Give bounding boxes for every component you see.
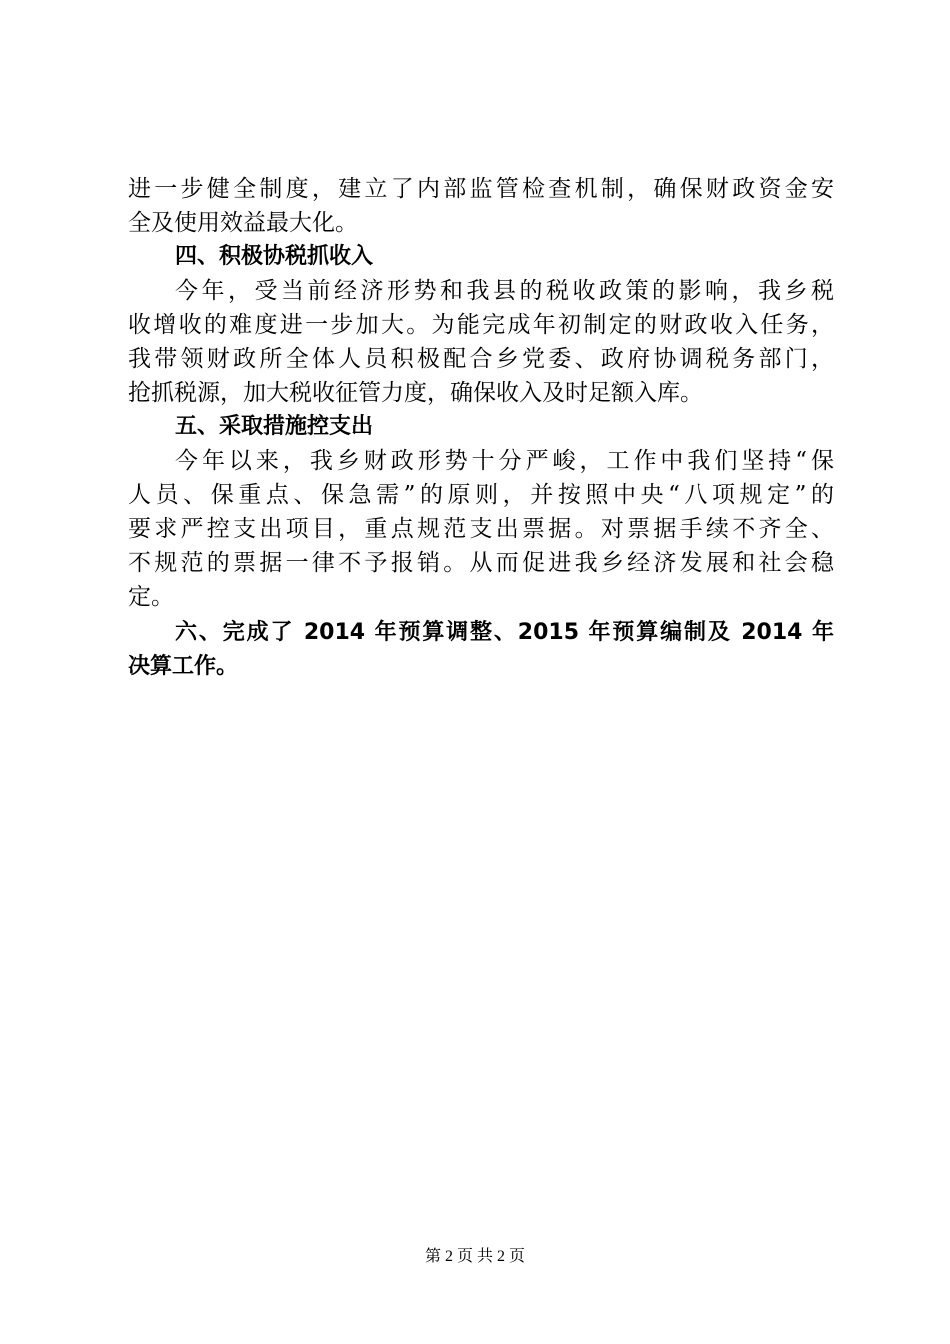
paragraph-line: 进一步健全制度，建立了内部监管检查机制，确保财政资金安 (128, 176, 834, 202)
paragraph-line: 今年，受当前经济形势和我县的税收政策的影响，我乡税 (175, 278, 834, 304)
paragraph-line: 收增收的难度进一步加大。为能完成年初制定的财政收入任务， (128, 312, 834, 338)
section-heading-4: 四、积极协税抓收入 (175, 244, 374, 269)
paragraph-section-4 (128, 274, 834, 410)
paragraph-line: 决算工作。 (128, 654, 239, 679)
page-footer: 第 2 页 共 2 页 (424, 1248, 525, 1265)
section-heading-5: 五、采取措施控支出 (175, 414, 374, 439)
document-body (128, 172, 834, 684)
paragraph-line: 今年以来，我乡财政形势十分严峻，工作中我们坚持“保 (175, 448, 834, 474)
paragraph-section-5 (128, 444, 834, 614)
paragraph-intro (128, 172, 834, 240)
paragraph-line: 全及使用效益最大化。 (128, 210, 358, 236)
paragraph-line: 六、完成了 2014 年预算调整、2015 年预算编制及 2014 年 (175, 620, 834, 645)
paragraph-line: 定。 (128, 584, 174, 610)
paragraph-section-6 (128, 616, 834, 684)
paragraph-line: 不规范的票据一律不予报销。从而促进我乡经济发展和社会稳 (128, 550, 834, 576)
paragraph-line: 人员、保重点、保急需”的原则，并按照中央“八项规定”的 (128, 482, 834, 508)
paragraph-line: 抢抓税源，加大税收征管力度，确保收入及时足额入库。 (128, 380, 703, 406)
paragraph-line: 我带领财政所全体人员积极配合乡党委、政府协调税务部门， (128, 346, 834, 372)
paragraph-line: 要求严控支出项目，重点规范支出票据。对票据手续不齐全、 (128, 516, 834, 542)
